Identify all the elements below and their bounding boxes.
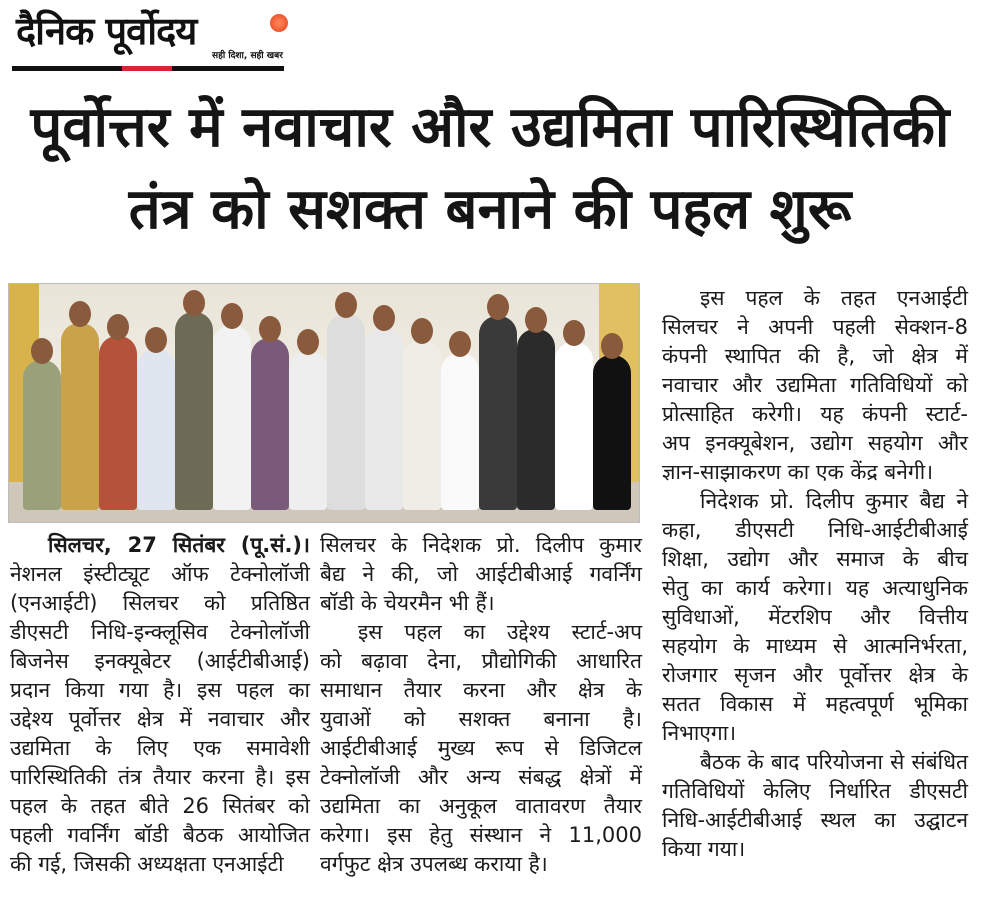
article-line: सतत विकास में महत्वपूर्ण भूमिका [662, 692, 968, 716]
person-head [601, 333, 623, 359]
article-line: सिलचर के निदेशक प्रो. दिलीप कुमार [320, 533, 642, 557]
group-photo [8, 283, 640, 523]
person-head [183, 290, 205, 316]
person-head [563, 320, 585, 346]
article-line: बॉडी के चेयरमैन भी हैं। [320, 591, 495, 615]
article-line: निधि-आईटीबीआई स्थल का उद्घाटन [662, 808, 968, 832]
person-figure [441, 353, 479, 510]
person-head [335, 292, 357, 318]
article-line: कहा, डीएसटी निधि-आईटीबीआई [662, 518, 968, 542]
person-head [411, 318, 433, 344]
article-line: नवाचार और उद्यमिता गतिविधियों को [662, 373, 968, 397]
article-line: उद्देश्य पूर्वोत्तर क्षेत्र में नवाचार और [10, 707, 310, 731]
article-line: ज्ञान-साझाकरण का एक केंद्र बनेगी। [662, 460, 934, 484]
article-line: निभाएगा। [662, 721, 737, 745]
person-head [297, 329, 319, 355]
article-line: समाधान तैयार करना और क्षेत्र के [320, 678, 642, 702]
logo-sun-icon [270, 14, 288, 32]
person-figure [251, 338, 289, 510]
article-line: इस पहल के तहत एनआईटी [700, 286, 968, 310]
article-line: किया गया। [662, 837, 746, 861]
article-line: पहली गवर्निंग बॉडी बैठक आयोजित [10, 823, 310, 847]
article-line: सुविधाओं, मेंटरशिप और वित्तीय [662, 605, 968, 629]
article-line: टेक्नोलॉजी और अन्य संबद्ध क्षेत्रों में [320, 765, 642, 789]
article-line: सिलचर ने अपनी पहली सेक्शन-8 [662, 315, 968, 339]
article-line: प्रोत्साहित करेगी। यह कंपनी स्टार्ट- [662, 402, 968, 426]
person-head [373, 305, 395, 331]
newspaper-name: दैनिक पूर्वोदय [16, 9, 197, 53]
person-figure [61, 323, 99, 510]
masthead-logo [12, 4, 287, 74]
article-line: (एनआईटी) सिलचर को प्रतिष्ठित [10, 591, 310, 615]
headline-line-2: तंत्र को सशक्त बनाने की पहल शुरू [128, 177, 852, 242]
article-line: की गई, जिसकी अध्यक्षता एनआईटी [10, 852, 284, 876]
person-figure [403, 340, 441, 510]
person-head [487, 294, 509, 320]
person-figure [137, 349, 175, 510]
headline-line-1: पूर्वोत्तर में नवाचार और उद्यमिता पारिस्थितिकी [30, 95, 950, 160]
article-line: बिजनेस इनक्यूबेटर (आईटीबीआई) [10, 649, 310, 673]
article-column-3 [662, 284, 968, 864]
article-line: नेशनल इंस्टीट्यूट ऑफ टेक्नोलॉजी [10, 562, 310, 586]
person-figure [213, 325, 251, 510]
article-line: पारिस्थितिकी तंत्र तैयार करना है। इस [10, 765, 310, 789]
article-column-2 [320, 531, 642, 879]
article-line: बैद्य ने की, जो आईटीबीआई गवर्निंग [320, 562, 642, 586]
article-line: युवाओं को सशक्त बनाना है। [320, 707, 642, 731]
article-line: करेगा। इस हेतु संस्थान ने 11,000 [320, 823, 642, 847]
dateline: सिलचर, 27 सितंबर (पू.सं.)। [48, 533, 310, 557]
person-figure [593, 355, 631, 510]
person-figure [365, 327, 403, 510]
article-line: रोजगार सृजन और पूर्वोत्तर क्षेत्र के [662, 663, 968, 687]
article-line: सहयोग के माध्यम से आत्मनिर्भरता, [662, 634, 968, 658]
article-line: डीएसटी निधि-इन्क्लूसिव टेक्नोलॉजी [10, 620, 310, 644]
article-line: उद्यमिता का अनुकूल वातावरण तैयार [320, 794, 642, 818]
article-column-1 [10, 531, 310, 879]
article-line: वर्गफुट क्षेत्र उपलब्ध कराया है। [320, 852, 548, 876]
person-head [449, 331, 471, 357]
article-line: बैठक के बाद परियोजना से संबंधित [700, 750, 968, 774]
article-line: कंपनी स्थापित की है, जो क्षेत्र में [662, 344, 968, 368]
person-figure [517, 329, 555, 510]
person-head [221, 303, 243, 329]
article-line: पहल के तहत बीते 26 सितंबर को [10, 794, 310, 818]
person-head [69, 301, 91, 327]
article-line: निदेशक प्रो. दिलीप कुमार बैद्य ने [700, 489, 968, 513]
person-head [107, 314, 129, 340]
person-head [259, 316, 281, 342]
person-figure [99, 336, 137, 510]
article-line: सेतु का कार्य करेगा। यह अत्याधुनिक [662, 576, 968, 600]
article-line: अप इनक्यूबेशन, उद्योग सहयोग और [662, 431, 968, 455]
person-figure [23, 360, 61, 510]
person-head [525, 307, 547, 333]
article-line: इस पहल का उद्देश्य स्टार्ट-अप [358, 620, 642, 644]
article-line: शिक्षा, उद्योग और समाज के बीच [662, 547, 968, 571]
person-figure [327, 314, 365, 510]
masthead-red-bar [122, 66, 172, 71]
article-line: उद्यमिता के लिए एक समावेशी [10, 736, 310, 760]
article-line: प्रदान किया गया है। इस पहल का [10, 678, 310, 702]
person-head [145, 327, 167, 353]
person-figure [479, 316, 517, 510]
person-figure [555, 342, 593, 510]
person-figure [175, 312, 213, 510]
newspaper-tagline: सही दिशा, सही खबर [212, 51, 283, 61]
person-head [31, 338, 53, 364]
article-line: को बढ़ावा देना, प्रौद्योगिकी आधारित [320, 649, 642, 673]
article-line: गतिविधियों केलिए निर्धारित डीएसटी [662, 779, 968, 803]
person-figure [289, 351, 327, 510]
article-line: आईटीबीआई मुख्य रूप से डिजिटल [320, 736, 642, 760]
